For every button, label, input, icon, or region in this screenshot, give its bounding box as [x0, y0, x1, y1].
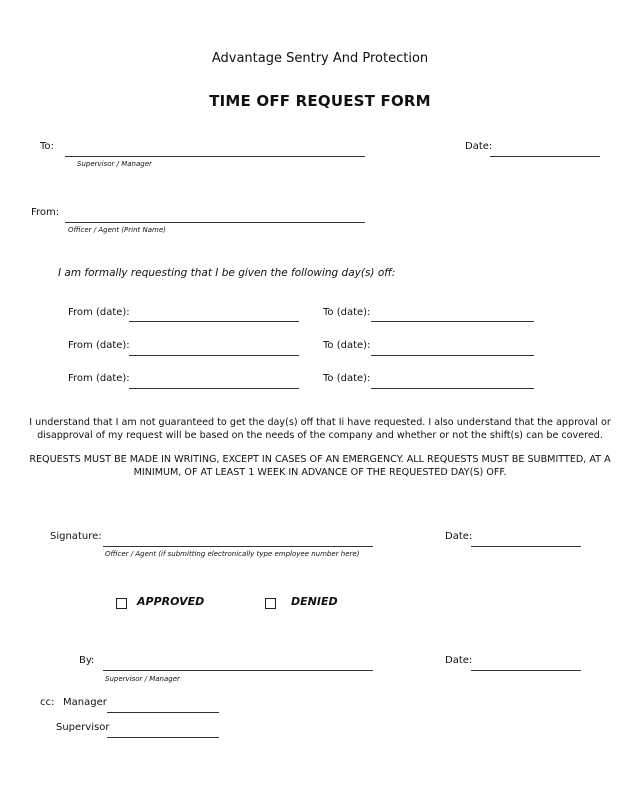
to-date-field-2[interactable] — [371, 355, 534, 356]
to-caption: Supervisor / Manager — [77, 160, 152, 168]
approved-checkbox[interactable] — [116, 598, 127, 609]
signature-field[interactable] — [103, 546, 373, 547]
from-caption: Officer / Agent (Print Name) — [68, 226, 166, 234]
to-date-field-1[interactable] — [371, 321, 534, 322]
to-date-label-3: To (date): — [323, 373, 371, 384]
by-field[interactable] — [103, 670, 373, 671]
signature-caption: Officer / Agent (if submitting electronically type employee number here) — [105, 550, 360, 558]
notice-line-1: REQUESTS MUST BE MADE IN WRITING, EXCEPT IN CASES OF AN EMERGENCY. ALL REQUESTS MUST BE SUBMITTED, AT A — [29, 454, 611, 465]
cc-label: cc: — [40, 697, 55, 708]
denied-checkbox[interactable] — [265, 598, 276, 609]
cc-supervisor-label: Supervisor — [56, 722, 110, 733]
approved-label: APPROVED — [137, 595, 205, 608]
request-intro: I am formally requesting that I be given the following day(s) off: — [58, 267, 396, 279]
by-date-label: Date: — [445, 655, 473, 666]
signature-date-field[interactable] — [471, 546, 581, 547]
cc-supervisor-field[interactable] — [107, 737, 219, 738]
cc-manager-field[interactable] — [107, 712, 219, 713]
from-date-label-2: From (date): — [68, 340, 130, 351]
to-date-label-2: To (date): — [323, 340, 371, 351]
from-label: From: — [31, 207, 60, 218]
disclaimer-line-2: disapproval of my request will be based on the needs of the company and whether or not the shift(s) can be covered. — [37, 430, 603, 441]
from-date-label-1: From (date): — [68, 307, 130, 318]
disclaimer-line-1: I understand that I am not guaranteed to get the day(s) off that Ii have requested. I also understand that the approval or — [29, 417, 611, 428]
date-field-top[interactable] — [490, 156, 600, 157]
from-field[interactable] — [65, 222, 365, 223]
by-caption: Supervisor / Manager — [105, 675, 180, 683]
from-date-label-3: From (date): — [68, 373, 130, 384]
denied-label: DENIED — [291, 595, 338, 608]
form-title: TIME OFF REQUEST FORM — [209, 92, 431, 110]
to-field[interactable] — [65, 156, 365, 157]
signature-label: Signature: — [50, 531, 102, 542]
notice-paragraph — [0, 453, 640, 479]
by-label: By: — [79, 655, 95, 666]
from-date-field-1[interactable] — [129, 321, 299, 322]
to-date-label-1: To (date): — [323, 307, 371, 318]
by-date-field[interactable] — [471, 670, 581, 671]
notice-line-2: MINIMUM, OF AT LEAST 1 WEEK IN ADVANCE OF THE REQUESTED DAY(S) OFF. — [133, 467, 507, 478]
date-label-top: Date: — [465, 141, 493, 152]
signature-date-label: Date: — [445, 531, 473, 542]
to-label: To: — [40, 141, 54, 152]
to-date-field-3[interactable] — [371, 388, 534, 389]
from-date-field-3[interactable] — [129, 388, 299, 389]
cc-manager-label: Manager — [63, 697, 107, 708]
from-date-field-2[interactable] — [129, 355, 299, 356]
disclaimer-paragraph — [0, 416, 640, 442]
company-name: Advantage Sentry And Protection — [211, 51, 429, 66]
